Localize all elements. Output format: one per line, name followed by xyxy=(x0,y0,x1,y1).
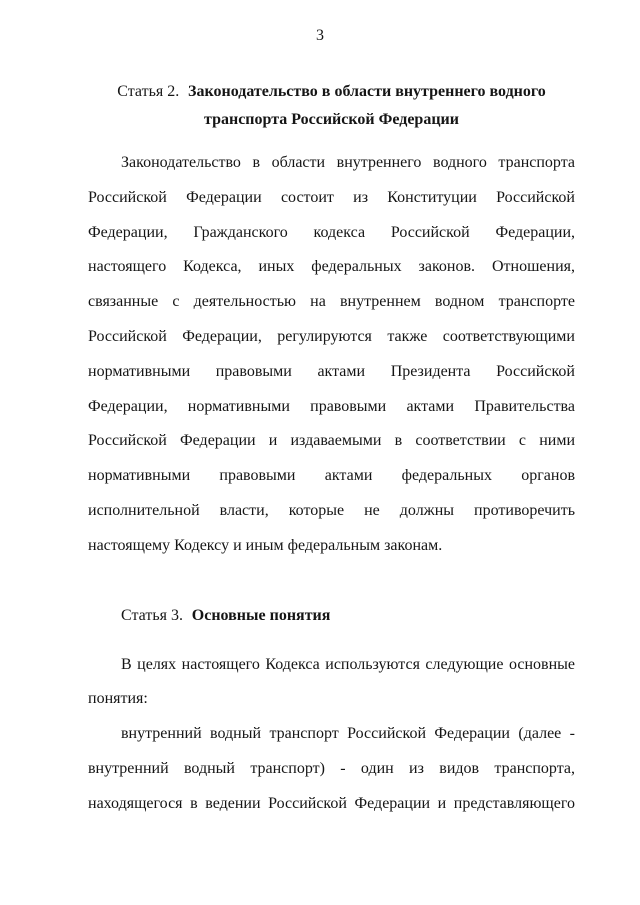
paragraph-line: понятия: xyxy=(88,690,148,708)
page-content xyxy=(88,78,575,822)
article-2-heading xyxy=(88,78,575,134)
paragraph-line: В целях настоящего Кодекса используются следующие основные xyxy=(121,655,575,673)
article-3-title: Основные понятия xyxy=(191,606,331,624)
paragraph-line: нормативными правовыми актами федеральных органов xyxy=(88,467,575,485)
article-2-title-part1: Законодательство в области внутреннего водного xyxy=(188,83,546,100)
article-3-heading-line xyxy=(88,602,575,630)
paragraph-1 xyxy=(88,146,575,564)
article-2-heading-line1 xyxy=(88,78,575,106)
article-3-heading xyxy=(88,602,575,630)
paragraph-line: Федерации, Гражданского кодекса Российской Федерации, xyxy=(88,223,575,241)
paragraph-line: Российской Федерации и издаваемыми в соответствии с ними xyxy=(88,432,575,450)
article-2-label: Статья 2. xyxy=(117,83,180,100)
paragraph-line: Российской Федерации, регулируются также соответствующими xyxy=(88,327,575,345)
article-3-label: Статья 3. xyxy=(121,606,183,624)
paragraph-line: Законодательство в области внутреннего водного транспорта xyxy=(121,154,575,171)
paragraph-2 xyxy=(88,648,575,718)
paragraph-line: нормативными правовыми актами Президента Российской xyxy=(88,362,575,380)
paragraph-line: настоящему Кодексу и иным федеральным законам. xyxy=(88,536,443,554)
article-2-heading-line2: транспорта Российской Федерации xyxy=(204,111,459,128)
paragraph-line: связанные с деятельностью на внутреннем водном транспорте xyxy=(88,293,575,311)
page-number: 3 xyxy=(316,27,324,44)
paragraph-line: внутренний водный транспорт) - один из видов транспорта, xyxy=(88,759,575,777)
paragraph-line: находящегося в ведении Российской Федерации и представляющего xyxy=(88,794,575,812)
paragraph-3 xyxy=(88,717,575,821)
paragraph-line: настоящего Кодекса, иных федеральных законов. Отношения, xyxy=(88,258,575,276)
paragraph-line: исполнительной власти, которые не должны противоречить xyxy=(88,501,575,519)
paragraph-line: внутренний водный транспорт Российской Федерации (далее - xyxy=(121,725,575,743)
paragraph-line: Российской Федерации состоит из Конституции Российской xyxy=(88,188,575,206)
paragraph-line: Федерации, нормативными правовыми актами Правительства xyxy=(88,397,575,415)
